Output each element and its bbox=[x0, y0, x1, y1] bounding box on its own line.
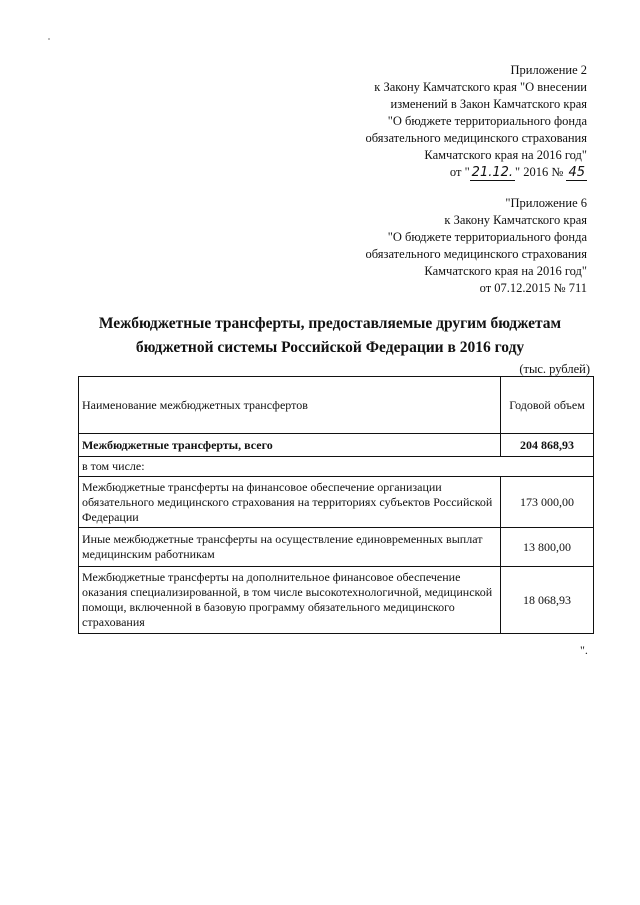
date-prefix: от " bbox=[449, 165, 470, 179]
appendix-2-header bbox=[365, 62, 587, 181]
header-line: Приложение 2 bbox=[510, 63, 587, 77]
header-line: Камчатского края на 2016 год" bbox=[424, 148, 587, 162]
handwritten-number: 45 bbox=[568, 165, 585, 180]
title-line: бюджетной системы Российской Федерации в 2016 году bbox=[135, 339, 525, 356]
closing-quote: ". bbox=[580, 643, 588, 657]
header-line: обязательного медицинского страхования bbox=[365, 131, 587, 145]
column-header-value: Годовой объем bbox=[501, 377, 594, 434]
total-label: Межбюджетные трансферты, всего bbox=[79, 434, 501, 457]
header-line: к Закону Камчатского края bbox=[444, 213, 587, 227]
total-value: 204 868,93 bbox=[501, 434, 594, 457]
table-header-row bbox=[79, 377, 594, 434]
table-row bbox=[79, 567, 594, 634]
scan-speck bbox=[48, 38, 50, 40]
appendix-6-header bbox=[365, 195, 587, 297]
header-line: Камчатского края на 2016 год" bbox=[424, 264, 587, 278]
transfer-value: 13 800,00 bbox=[501, 528, 594, 567]
transfer-value: 18 068,93 bbox=[501, 567, 594, 634]
including-row bbox=[79, 457, 594, 477]
document-title bbox=[80, 312, 580, 360]
table-total-row bbox=[79, 434, 594, 457]
header-line: "О бюджете территориального фонда bbox=[387, 114, 587, 128]
header-line: "Приложение 6 bbox=[505, 196, 587, 210]
date-year-label: 2016 № bbox=[523, 165, 564, 179]
units-label: (тыс. рублей) bbox=[519, 362, 590, 376]
transfer-name: Межбюджетные трансферты на финансовое обеспечение организации обязательного медицинского страхования на территориях субъектов Российской Федерации bbox=[79, 477, 501, 528]
handwritten-date: 21.12. bbox=[471, 165, 514, 180]
table-row bbox=[79, 477, 594, 528]
header-line: к Закону Камчатского края "О внесении bbox=[374, 80, 587, 94]
transfers-table bbox=[78, 376, 594, 634]
header-line: изменений в Закон Камчатского края bbox=[390, 97, 587, 111]
header-line: "О бюджете территориального фонда bbox=[387, 230, 587, 244]
title-line: Межбюджетные трансферты, предоставляемые другим бюджетам bbox=[98, 315, 562, 332]
header-line: обязательного медицинского страхования bbox=[365, 247, 587, 261]
including-label: в том числе: bbox=[79, 457, 594, 477]
transfer-name: Межбюджетные трансферты на дополнительное финансовое обеспечение оказания специализированной, в том числе высокотехнологичной, медицинской помощи, включенной в базовую программу обязательного медицинского страхования bbox=[79, 567, 501, 634]
law-date-line: от " 21.12. " 2016 № 45 bbox=[449, 165, 585, 180]
table-row bbox=[79, 528, 594, 567]
transfer-name: Иные межбюджетные трансферты на осуществление единовременных выплат медицинским работникам bbox=[79, 528, 501, 567]
column-header-name: Наименование межбюджетных трансфертов bbox=[79, 377, 501, 434]
header-line: от 07.12.2015 № 711 bbox=[479, 281, 587, 295]
transfer-value: 173 000,00 bbox=[501, 477, 594, 528]
